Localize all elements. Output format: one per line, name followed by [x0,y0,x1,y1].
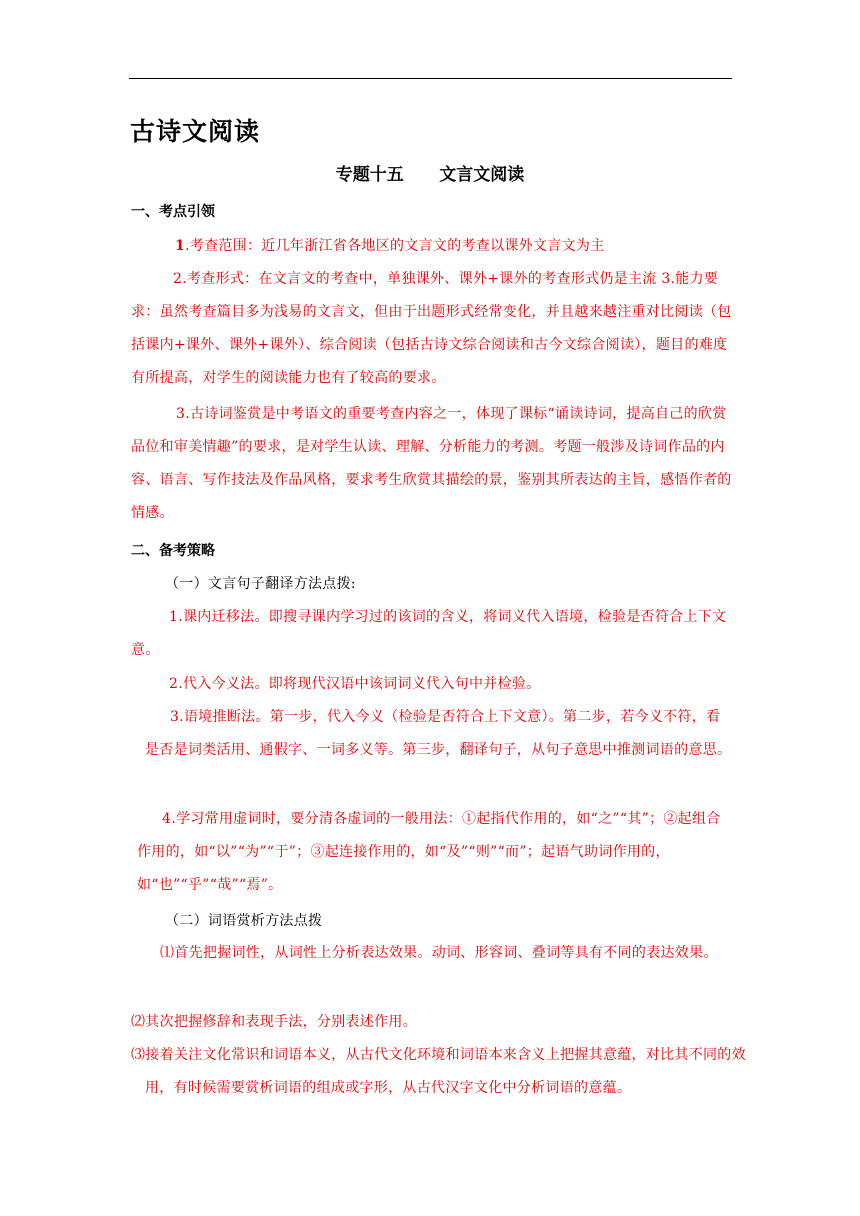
method-2: 2.代入今义法。即将现代汉语中该词词义代入句中并检验。 [169,676,541,692]
word-point-3: ⑶接着关注文化常识和词语本义，从古代文化环境和词语本来含义上把握其意蕴，对比其不同的效用，有时候需要赏析词语的组成或字形，从古代汉字文化中分析词语的意蕴。 [131,1047,746,1096]
method-1: 1.课内迁移法。即搜寻课内学习过的该词的含义，将词义代入语境，检验是否符合上下文意。 [131,609,727,658]
subheading-translation: （一）文言句子翻译方法点拨: [165,576,356,592]
sub-title: 专题十五 文言文阅读 [335,165,525,185]
paragraph-number: 1 [175,238,186,254]
word-point-1: ⑴首先把握词性，从词性上分析表达效果。动词、形容词、叠词等具有不同的表达效果。 [160,945,718,961]
method-4: 4.学习常用虚词时，要分清各虚词的一般用法：①起指代作用的，如“之”“其”；②起组合作用的，如“以”“为”“于”；③起连接作用的，如“及”“则”“而”；起语气助词作用的，如“也”“乎”“哉”“焉”。 [137,811,721,893]
paragraph-format: 2.考查形式：在文言文的考查中，单独课外、课外+课外的考查形式仍是主流 3.能力要求：虽然考查篇目多为浅易的文言文，但由于出题形式经常变化，并且越来越注重对比阅读（包括课内+课外、课外+课外）、综合阅读（包括古诗文综合阅读和古今文综合阅读），题目的难度有所提高，对学生的阅读能力也有了较高的要求。 [131,271,732,386]
method-3: 3.语境推断法。第一步，代入今义（检验是否符合上下文意）。第二步，若今义不符，看是否是词类活用、通假字、一词多义等。第三步，翻译句子，从句子意思中推测词语的意思。 [145,709,732,758]
header-rule [129,78,732,79]
paragraph-poetry: 3.古诗词鉴赏是中考语文的重要考查内容之一，体现了课标“诵读诗词，提高自己的欣赏品位和审美情趣”的要求，是对学生认读、理解、分析能力的考测。考题一般涉及诗词作品的内容、语言、写作技法及作品风格，要求考生欣赏其描绘的景，鉴别其所表达的主旨，感悟作者的情感。 [131,406,732,521]
section-heading-2: 二、备考策略 [131,543,215,559]
subheading-word-analysis: （二）词语赏析方法点拨 [165,913,323,929]
paragraph-text: .考查范围：近几年浙江省各地区的文言文的考查以课外文言文为主 [185,238,605,254]
section-heading-1: 一、考点引领 [131,204,215,220]
word-point-2: ⑵其次把握修辞和表现手法，分别表述作用。 [131,1014,417,1030]
paragraph-scope [175,230,735,263]
main-title: 古诗文阅读 [130,117,261,146]
